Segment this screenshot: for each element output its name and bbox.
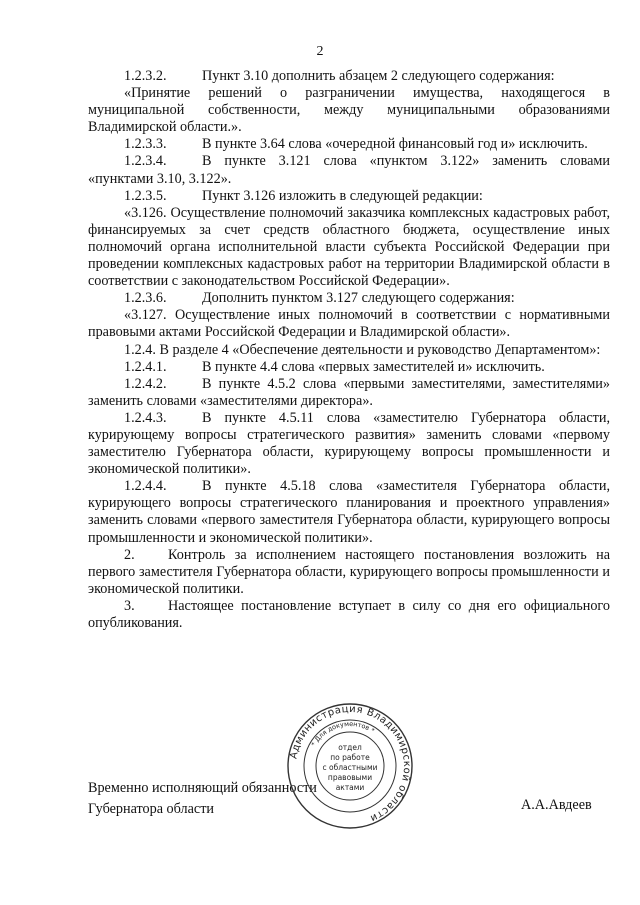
page-number: 2: [316, 44, 324, 59]
stamp-center-line: по работе: [330, 753, 370, 762]
stamp-ring-text: Администрация Владимирской области: [288, 703, 413, 824]
paragraph-text: Контроль за исполнением настоящего постановления возложить на первого заместителя Губернатора области, курирующего вопросы промышленности и экономической политики.: [88, 546, 610, 597]
paragraph-number: 1.2.3.5.: [124, 187, 167, 204]
paragraph-11: [88, 376, 610, 410]
document-body: [88, 68, 610, 632]
paragraph-9: [88, 342, 610, 359]
paragraph-5: [88, 188, 610, 205]
paragraph-text: Настоящее постановление вступает в силу со дня его официального опубликования.: [88, 597, 610, 631]
signatory-title-line: Временно исполняющий обязанности: [88, 780, 317, 796]
paragraph-text: «Принятие решений о разграничении имущества, находящегося в муниципальной собственности, между муниципальными образованиями Владимирской области.».: [88, 85, 610, 136]
paragraph-12: [88, 410, 610, 478]
paragraph-text: «3.127. Осуществление иных полномочий в соответствии с нормативными правовыми актами Российской Федерации и Владимирской области».: [88, 307, 610, 341]
paragraph-10: [88, 359, 610, 376]
paragraph-14: [88, 547, 610, 598]
paragraph-text: Пункт 3.126 изложить в следующей редакции:: [202, 187, 483, 204]
stamp-center-line: правовыми: [327, 773, 373, 782]
paragraph-number: 1.2.4.2.: [124, 375, 167, 392]
paragraph-number: 1.2.4.1.: [124, 358, 167, 375]
paragraph-1: [88, 68, 610, 85]
paragraph-2: [88, 85, 610, 136]
stamp-center-line: актами: [335, 783, 365, 792]
paragraph-number: 1.2.4.4.: [124, 478, 167, 495]
paragraph-number: 1.2.4.3.: [124, 409, 167, 426]
paragraph-8: [88, 307, 610, 341]
paragraph-number: 1.2.3.4.: [124, 153, 167, 170]
paragraph-text: «3.126. Осуществление полномочий заказчика комплексных кадастровых работ, финансируемых за счет средств областного бюджета, осуществление иных полномочий органа исполнительной власти субъекта Российской Федерации при проведении комплексных кадастровых работ на территории Владимирской области в соответствии с законодательством Российской Федерации».: [88, 204, 610, 290]
paragraph-text: В пункте 3.121 слова «пунктом 3.122» заменить словами «пунктами 3.10, 3.122».: [88, 153, 610, 187]
paragraph-6: [88, 205, 610, 290]
stamp-inner-text: * Для документов *: [309, 719, 377, 748]
stamp-center-line: отдел: [338, 743, 362, 752]
paragraph-7: [88, 290, 610, 307]
paragraph-text: Дополнить пунктом 3.127 следующего содержания:: [202, 290, 515, 307]
signatory-title-line: Губернатора области: [88, 801, 214, 817]
paragraph-number: 2.: [124, 546, 135, 563]
paragraph-number: 1.2.3.3.: [124, 136, 167, 153]
paragraph-3: [88, 136, 610, 153]
paragraph-number: 3.: [124, 597, 135, 614]
paragraph-text: В пункте 4.5.2 слова «первыми заместителями, заместителями» заменить словами «заместителями директора».: [88, 375, 610, 409]
paragraph-text: В пункте 3.64 слова «очередной финансовый год и» исключить.: [202, 136, 588, 153]
stamp-center-line: с областными: [322, 763, 378, 772]
paragraph-text: В пункте 4.4 слова «первых заместителей и» исключить.: [202, 358, 545, 375]
paragraph-text: В пункте 4.5.11 слова «заместителю Губернатора области, курирующему вопросы стратегического развития» заменить словами «первому заместителю Губернатора области, курирующему вопросы промышленности и экономической политики».: [88, 409, 610, 478]
official-stamp: [286, 702, 414, 830]
paragraph-number: 1.2.3.2.: [124, 68, 167, 84]
paragraph-15: [88, 598, 610, 632]
signatory-name: А.А.Авдеев: [521, 797, 592, 813]
paragraph-text: 1.2.4. В разделе 4 «Обеспечение деятельности и руководство Департаментом»:: [124, 341, 601, 358]
paragraph-4: [88, 153, 610, 187]
paragraph-text: В пункте 4.5.18 слова «заместителя Губернатора области, курирующего вопросы стратегического планирования и проектного управления» заменить словами «первого заместителя Губернатора области, курирующего вопросы промышленности и экономической политики».: [88, 478, 610, 546]
paragraph-number: 1.2.3.6.: [124, 290, 167, 307]
paragraph-13: [88, 478, 610, 546]
signatory-title: [88, 778, 317, 820]
paragraph-text: Пункт 3.10 дополнить абзацем 2 следующего содержания:: [202, 68, 555, 84]
